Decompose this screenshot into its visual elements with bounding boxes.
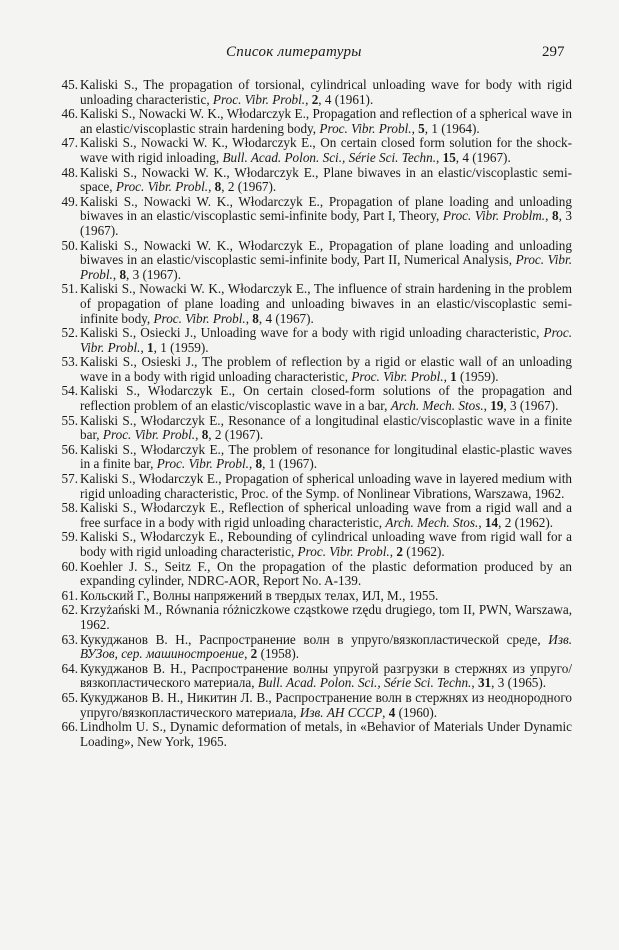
reference-volume: 8 [252,310,259,326]
reference-entry [52,603,572,632]
reference-text [80,194,572,238]
reference-volume: 2 [311,91,319,107]
reference-number: 54. [61,383,78,399]
reference-fragment: , [483,398,491,414]
reference-fragment: , [245,310,253,326]
reference-number: 45. [61,77,78,92]
reference-fragment: , 3 (1965). [491,675,547,691]
reference-fragment: , 3 (1967). [80,208,573,238]
reference-source: Изв. АН СССР [299,704,383,720]
reference-volume: 8 [201,427,209,443]
reference-fragment: Кукуджанов В. Н., Распространение волн в упруго/вязкопластической среде, [80,631,549,647]
reference-number: 49. [61,193,78,209]
reference-fragment: Kaliski S., Włodarczyk E., Propagation of spherical unloading wave in layered medium with rigid unloading characteristic, Proc. of the Symp. of Nonlinear Vibrations, Warszawa, 1962. [80,471,572,501]
reference-volume: 1 [450,368,457,384]
reference-number: 51. [61,281,78,297]
reference-number: 63. [61,631,78,647]
reference-fragment: Кукуджанов В. Н., Никитин Л. В., Распространение волн в стержнях из неоднородного упруго/вязкопластического материала, [80,689,572,720]
reference-source: Bull. Acad. Polon. Sci., Série Sci. Techn. [222,149,437,165]
reference-entry [52,414,572,443]
reference-fragment: Kaliski S., Włodarczyk E., The problem of resonance for longitudinal elastic-plastic waves in a finite bar, [80,441,572,472]
reference-fragment: , [545,208,552,224]
reference-fragment: Kaliski S., Osiecki J., Unloading wave for a body with rigid unloading characteristic, [80,325,544,341]
reference-volume: 8 [551,208,559,224]
reference-text [80,442,572,472]
reference-fragment: , [389,544,397,559]
reference-fragment: , 1 (1967). [262,456,318,472]
reference-text [80,238,572,282]
reference-fragment: , 4 (1967). [455,149,511,165]
reference-fragment: , 2 (1967). [208,427,264,443]
reference-volume: 1 [147,339,154,355]
reference-number: 64. [61,660,78,676]
reference-fragment: Kaliski S., Nowacki W. K., Włodarczyk E., Propagation of plane loading and unloading biwaves in an elastic/viscoplastic semi-infinite body, Part II, Numerical Analysis, [80,237,572,268]
reference-number: 66. [61,719,78,735]
reference-number: 57. [61,471,78,487]
reference-number: 50. [61,237,78,253]
reference-number: 59. [61,529,78,545]
reference-fragment: Kaliski S., Włodarczyk E., On certain closed-form solutions of the propagation and reflection problem of an elastic/viscoplastic wave in a bar, [80,383,572,414]
page-number: 297 [542,44,565,60]
reference-source: Изв. ВУЗов, сер. машиностроение [80,631,572,662]
reference-fragment: Kaliski S., Włodarczyk E., Resonance of a longitudinal elastic/viscoplastic wave in a finite bar, [80,412,572,443]
reference-text [80,106,572,136]
reference-entry [52,560,572,589]
reference-entry [52,107,572,136]
reference-fragment: , 3 (1967). [503,398,559,414]
reference-text [80,135,572,165]
reference-entry [52,589,572,604]
reference-text [80,632,572,662]
reference-fragment: Kaliski S., Nowacki W. K., Włodarczyk E., Propagation and reflection of a spherical wave in an elastic/viscoplastic strain hardening body, [80,106,572,136]
reference-entry [52,472,572,501]
reference-number: 47. [61,135,78,151]
reference-fragment: Koehler J. S., Seitz F., On the propagation of the plastic deformation produced by an expanding cylinder, NDRC-AOR, Report No. A-139. [80,558,572,589]
reference-source: Proc. Vibr. Probl. [80,325,572,355]
reference-entry [52,691,572,720]
reference-volume: 15 [442,149,456,165]
reference-volume: 8 [214,179,222,195]
reference-fragment: Kaliski S., Włodarczyk E., Rebounding of cylindrical unloading wave from rigid wall for a body with rigid unloading characteristic, [80,529,572,559]
reference-fragment: , 2 (1967). [221,179,277,195]
reference-text [80,690,572,720]
reference-fragment: , [382,704,389,720]
reference-number: 56. [61,441,78,457]
reference-entry [52,239,572,283]
reference-volume: 2 [250,646,258,662]
reference-entry [52,136,572,165]
reference-entry [52,326,572,355]
reference-fragment: (1960). [395,704,438,720]
reference-source: Proc. Vibr. Probl. [351,368,444,384]
reference-number: 46. [61,106,78,122]
reference-text [80,500,572,530]
reference-fragment: , [112,266,120,282]
reference-fragment: Kaliski S., The propagation of torsional, cylindrical unloading wave for body with rigid unloading characteristic, [80,77,572,107]
reference-fragment: , [195,427,202,443]
reference-entry [52,501,572,530]
reference-volume: 8 [255,456,263,472]
reference-fragment: (1959). [456,368,499,384]
reference-fragment: Kaliski S., Osieski J., The problem of reflection by a rigid or elastic wall of an unloading wave in a body with rigid unloading characteristic, [80,354,572,384]
reference-number: 61. [61,587,78,603]
reference-volume: 5 [418,120,425,136]
reference-fragment: Kaliski S., Nowacki W. K., Włodarczyk E., On certain closed form solution for the shock-wave with rigid inloading, [80,135,572,165]
reference-entry [52,282,572,326]
reference-number: 62. [61,602,78,618]
reference-fragment: , 1 (1964). [424,120,480,136]
reference-text [80,281,572,325]
reference-fragment: Lindholm U. S., Dynamic deformation of metals, in «Behavior of Materials Under Dynamic Loading», New York, 1965. [80,719,572,749]
reference-list [52,78,572,749]
reference-entry [52,355,572,384]
reference-source: Proc. Vibr. Probl. [297,544,390,559]
reference-fragment: Кукуджанов В. Н., Распространение волны упругой разгрузки в стержнях из упруго/вязкопластического материала, [80,660,572,691]
running-title: Список литературы [226,44,362,60]
reference-fragment: , [244,646,251,662]
reference-text [80,413,572,443]
reference-text [80,383,572,413]
reference-fragment: , 4 (1961). [318,91,374,107]
reference-fragment: , 1 (1959). [153,339,209,355]
reference-number: 52. [61,325,78,341]
reference-fragment: Kaliski S., Nowacki W. K., Włodarczyk E., Propagation of plane loading and unloading biwaves in an elastic/viscoplastic semi-infinite body, Part I, Theory, [80,193,572,224]
reference-fragment: , [208,179,215,195]
reference-fragment: , [248,456,256,472]
reference-entry [52,78,572,107]
reference-fragment: , [443,368,451,384]
reference-fragment: , [471,675,478,691]
reference-number: 48. [61,164,78,180]
reference-source: Arch. Mech. Stos. [385,514,479,530]
reference-fragment: Kaliski S., Nowacki W. K., Włodarczyk E., Plane biwaves in an elastic/viscoplastic semi-space, [80,164,572,195]
reference-source: Proc. Vibr. Probl. [212,91,306,107]
reference-fragment: Кольский Г., Волны напряжений в твердых телах, ИЛ, М., 1955. [80,587,439,603]
reference-text [80,471,572,501]
reference-volume: 31 [477,675,492,691]
reference-number: 58. [61,500,78,516]
reference-fragment: (1958). [257,646,300,662]
reference-source: Proc. Vibr. Probl. [80,252,572,282]
reference-volume: 19 [490,398,504,414]
reference-entry [52,530,572,559]
reference-entry [52,195,572,239]
page-header [0,44,619,64]
reference-entry [52,720,572,749]
reference-text [80,559,572,589]
reference-number: 55. [61,412,78,428]
reference-number: 60. [61,558,78,574]
reference-fragment: , [411,120,419,136]
reference-number: 65. [61,689,78,705]
reference-entry [52,166,572,195]
reference-text [80,661,572,691]
reference-fragment: , [436,149,443,165]
reference-source: Proc. Vibr. Probl. [319,120,412,136]
reference-entry [52,384,572,413]
reference-text [80,165,572,195]
reference-volume: 14 [484,514,499,530]
reference-text [80,77,572,107]
reference-text [80,719,572,749]
reference-source: Proc. Vibr. Problm. [442,208,546,224]
reference-fragment: Kaliski S., Włodarczyk E., Reflection of spherical unloading wave from a rigid wall and a free surface in a body with rigid unloading characteristic, [80,500,572,530]
reference-fragment: , 3 (1967). [126,266,181,282]
reference-fragment: , 2 (1962). [498,514,554,530]
reference-entry [52,633,572,662]
reference-fragment: (1962). [402,544,445,559]
reference-fragment: , [478,514,485,530]
reference-volume: 4 [388,704,396,720]
reference-number: 53. [61,354,78,370]
reference-fragment: Kaliski S., Nowacki W. K., Włodarczyk E., The influence of strain hardening in the problem of propagation of plane loading and unloading biwaves in an elastic/viscoplastic semi-infinite body, [80,281,572,326]
reference-text [80,602,572,632]
reference-fragment: , [305,91,312,107]
reference-fragment: , [140,339,148,355]
reference-source: Proc. Vibr. Probl. [115,179,209,195]
reference-entry [52,662,572,691]
reference-entry [52,443,572,472]
reference-source: Bull. Acad. Polon. Sci., Série Sci. Techn. [257,675,472,691]
reference-text [80,354,572,384]
reference-volume: 8 [119,266,127,282]
reference-source: Proc. Vibr. Probl. [156,456,249,472]
reference-text [80,529,572,559]
reference-source: Arch. Mech. Stos. [390,398,484,414]
reference-fragment: Krzyżański M., Równania różniczkowe cząstkowe rzędu drugiego, tom II, PWN, Warszawa, 1962. [80,602,572,632]
reference-fragment: , 4 (1967). [258,310,314,326]
reference-volume: 2 [396,544,403,559]
reference-source: Proc. Vibr. Probl. [153,310,246,326]
reference-source: Proc. Vibr. Probl. [102,427,196,443]
reference-text [80,325,572,355]
reference-text [80,588,438,603]
